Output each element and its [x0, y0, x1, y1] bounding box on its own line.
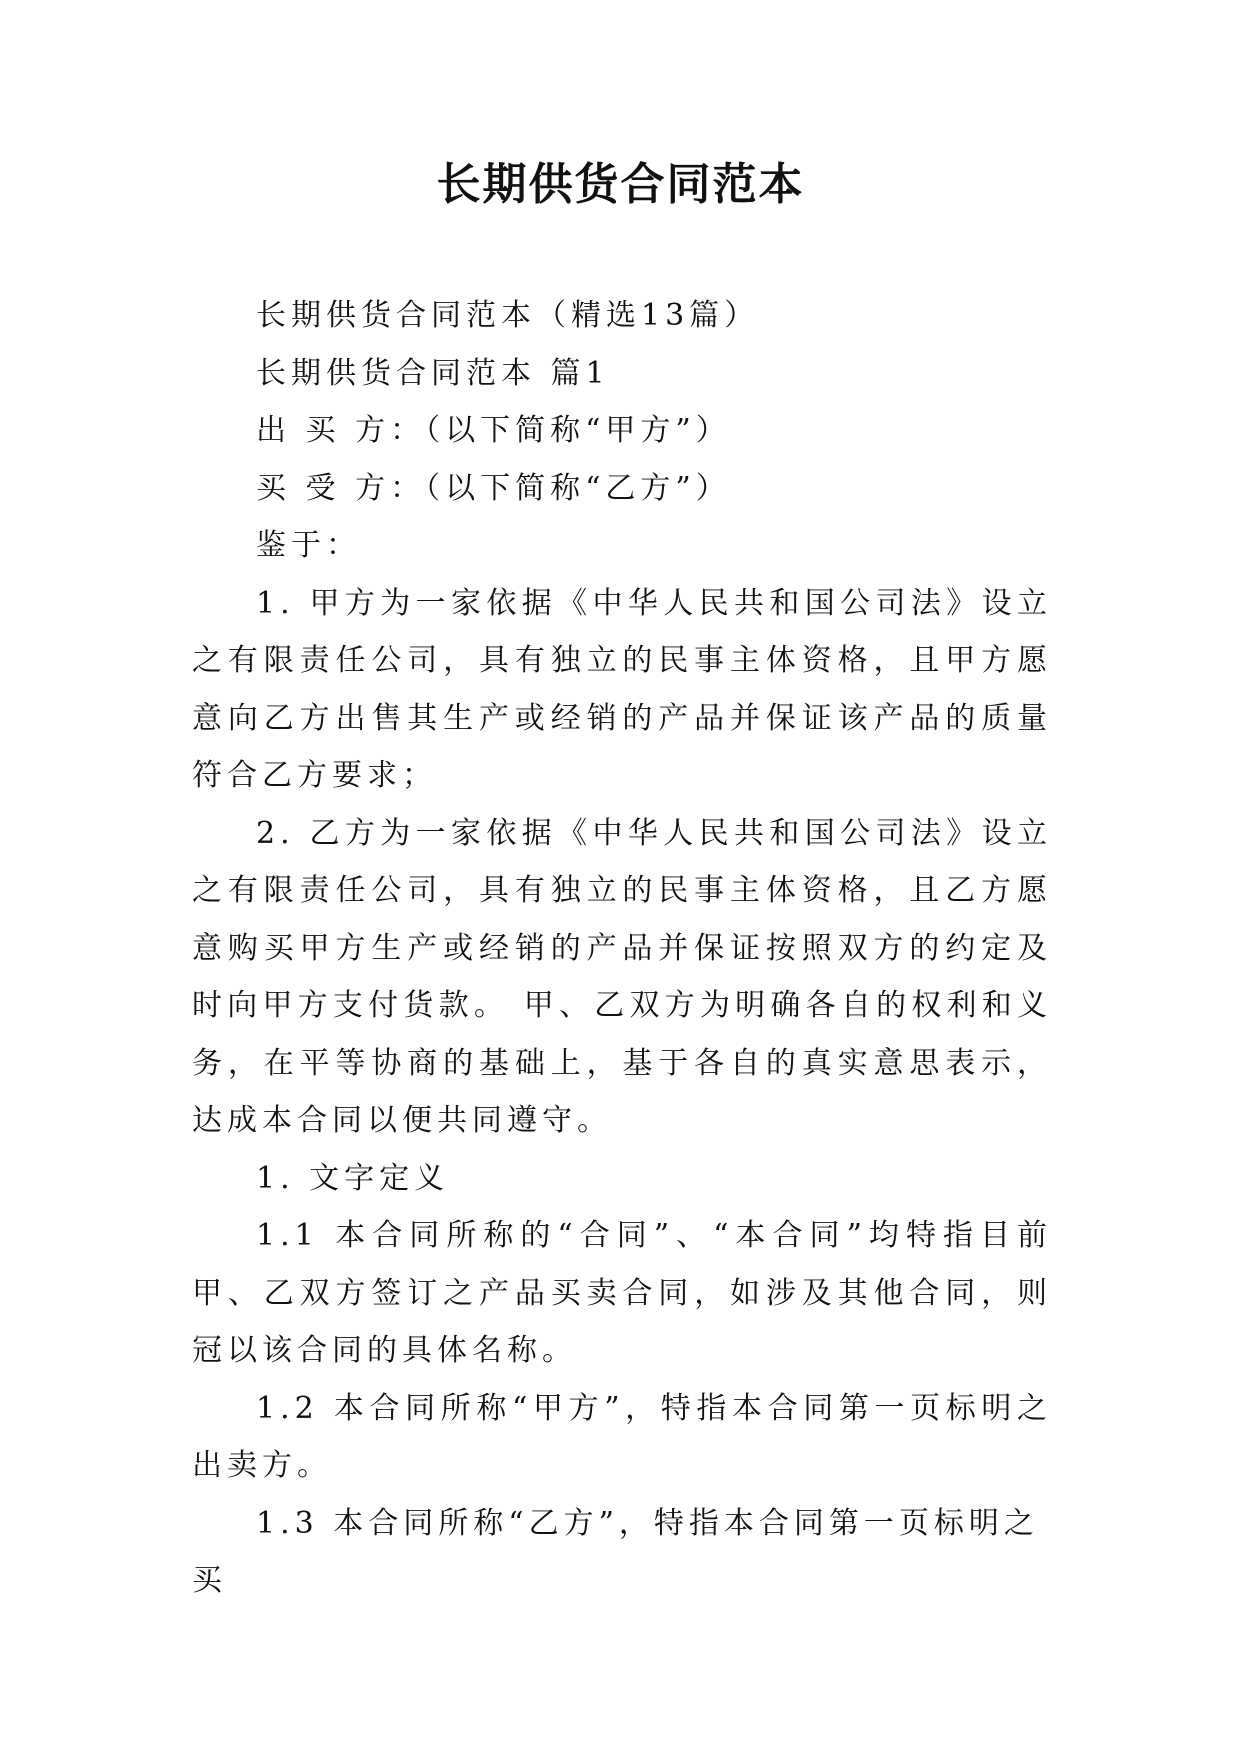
paragraph-section-heading: 长期供货合同范本 篇1: [256, 355, 610, 391]
paragraph-definitions-heading: 1. 文字定义: [256, 1160, 450, 1196]
paragraph-clause-2: 2. 乙方为一家依据《中华人民共和国公司法》设立之有限责任公司，具有独立的民事主体资格，且乙方愿意购买甲方生产或经销的产品并保证按照双方的约定及时向甲方支付货款。 甲、乙双方为明确各自的权利和义务，在平等协商的基础上，基于各自的真实意思表示，达成本合同以便共同遵守。: [192, 815, 1052, 1138]
paragraph-seller: 出 买 方：（以下简称“甲方”）: [256, 413, 731, 448]
paragraph-buyer: 买 受 方：（以下简称“乙方”）: [256, 470, 731, 506]
paragraph-subtitle: 长期供货合同范本（精选13篇）: [256, 298, 760, 333]
paragraph-clause-1: 1. 甲方为一家依据《中华人民共和国公司法》设立之有限责任公司，具有独立的民事主体资格，且甲方愿意向乙方出售其生产或经销的产品并保证该产品的质量符合乙方要求；: [192, 585, 1052, 793]
document-body: [192, 287, 1052, 1610]
paragraph-definition-1-1: 1.1 本合同所称的“合同”、“本合同”均特指目前甲、乙双方签订之产品买卖合同，如涉及其他合同，则冠以该合同的具体名称。: [192, 1218, 1052, 1368]
paragraph-definition-1-3: 1.3 本合同所称“乙方”，特指本合同第一页标明之买: [192, 1505, 1039, 1598]
paragraph-definition-1-2: 1.2 本合同所称“甲方”，特指本合同第一页标明之出卖方。: [192, 1390, 1052, 1483]
document-title: 长期供货合同范本: [436, 159, 805, 210]
paragraph-whereas: 鉴于：: [256, 528, 361, 563]
